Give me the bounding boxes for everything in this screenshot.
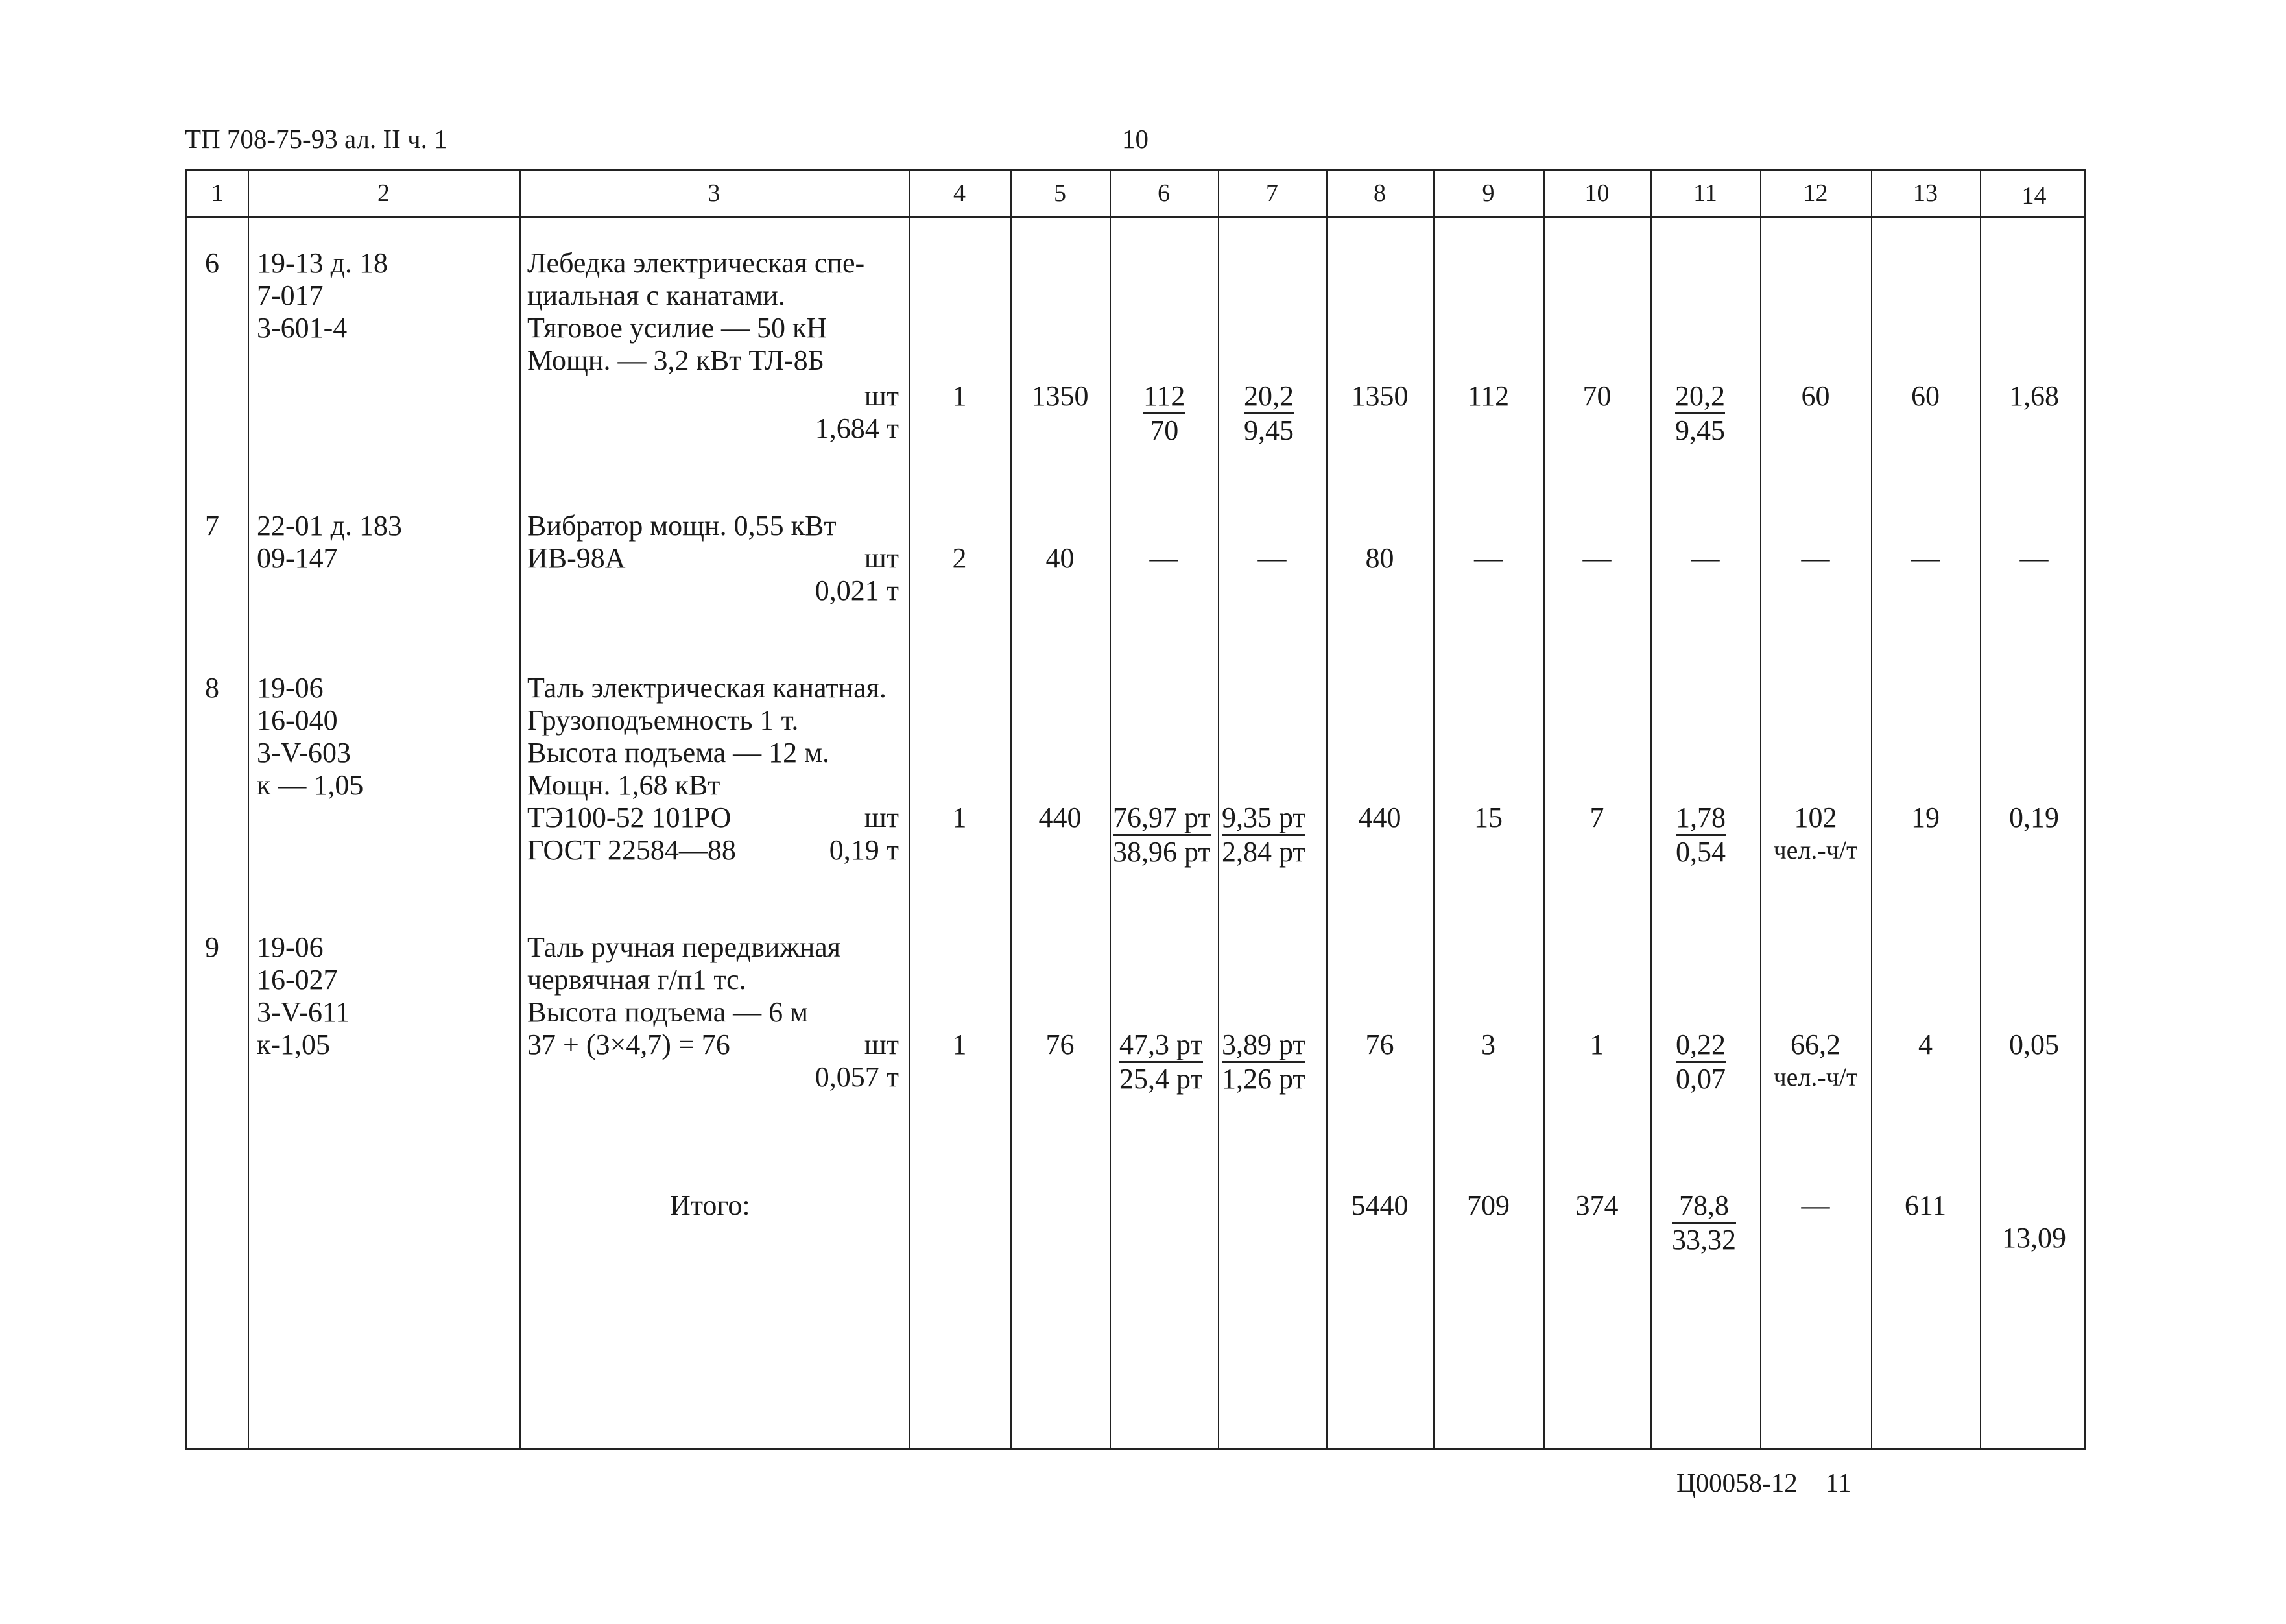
fraction-denominator: 1,26 рт: [1222, 1063, 1305, 1095]
total-col11: [1672, 1189, 1736, 1256]
norm-code: 16-040: [257, 704, 338, 736]
cell-col8: 1350: [1351, 380, 1409, 412]
column-number: 12: [1803, 180, 1828, 207]
cell-col7: [1244, 380, 1294, 447]
norm-code: 19-06: [257, 931, 324, 963]
column-number: 11: [1693, 180, 1717, 207]
cell-col9: 3: [1481, 1029, 1495, 1060]
cell-col12-unit: чел.-ч/т: [1773, 835, 1858, 865]
cell-col13: —: [1911, 542, 1940, 574]
fraction-denominator: 0,07: [1676, 1063, 1726, 1095]
cell-col12: 60: [1801, 380, 1830, 412]
item-description: ИВ-98А: [527, 542, 626, 574]
cell-col11: [1675, 380, 1725, 447]
unit: шт: [864, 380, 899, 412]
cell-col13: 4: [1918, 1029, 1933, 1060]
quantity: 1: [952, 380, 967, 412]
cell-col8: 76: [1365, 1029, 1394, 1060]
norm-code: 19-06: [257, 672, 324, 704]
cell-col6: —: [1149, 542, 1178, 574]
cell-col11: [1676, 1029, 1726, 1095]
item-description: червячная г/п1 тс.: [527, 964, 746, 996]
item-description: Мощн. — 3,2 кВт ТЛ-8Б: [527, 344, 824, 376]
cell-col12: 102: [1794, 802, 1837, 833]
fraction-numerator: 20,2: [1244, 380, 1294, 414]
column-number: 6: [1158, 180, 1170, 207]
column-number: 5: [1054, 180, 1066, 207]
norm-code: 3-601-4: [257, 312, 348, 344]
cell-col12-unit: чел.-ч/т: [1773, 1062, 1858, 1092]
unit-weight: 0,057 т: [815, 1061, 899, 1093]
cell-col9: 15: [1474, 802, 1503, 833]
totals-label: Итого:: [670, 1189, 750, 1221]
total-col9: 709: [1467, 1189, 1510, 1221]
fraction-numerator: 1,78: [1676, 802, 1726, 836]
fraction-numerator: 76,97 рт: [1113, 802, 1211, 836]
cell-col6: [1119, 1029, 1203, 1095]
cell-col8: 80: [1365, 542, 1394, 574]
fraction-denominator: 70: [1150, 414, 1179, 446]
cell-col10: 70: [1582, 380, 1612, 412]
footer-sheet: 11: [1826, 1468, 1851, 1498]
column-number: 8: [1374, 180, 1386, 207]
row-number: 6: [205, 247, 219, 279]
unit: шт: [864, 542, 899, 574]
cell-col14: 0,05: [2009, 1029, 2059, 1060]
item-description: ГОСТ 22584—88: [527, 834, 736, 866]
column-number: 14: [2021, 182, 2047, 209]
fraction-denominator: 0,54: [1676, 836, 1726, 868]
item-description: Лебедка электрическая спе-: [527, 247, 865, 279]
item-description: Мощн. 1,68 кВт: [527, 769, 720, 801]
cell-col13: 60: [1911, 380, 1940, 412]
fraction-denominator: 9,45: [1675, 414, 1725, 446]
cell-col6: [1143, 380, 1185, 447]
total-col13: 611: [1904, 1189, 1947, 1221]
norm-code: 09-147: [257, 542, 338, 574]
cell-col7: [1222, 802, 1305, 868]
cell-col11: —: [1691, 542, 1720, 574]
cell-col7: [1222, 1029, 1305, 1095]
item-description: Таль электрическая канатная.: [527, 672, 887, 704]
norm-code: 22-01 д. 183: [257, 510, 403, 542]
cell-col14: 0,19: [2009, 802, 2059, 833]
column-number: 2: [377, 180, 390, 207]
cell-col9: 112: [1467, 380, 1510, 412]
row-number: 9: [205, 931, 219, 963]
footer-code: Ц00058-12: [1676, 1468, 1798, 1498]
norm-code: 3-V-603: [257, 737, 351, 769]
cell-col10: —: [1582, 542, 1612, 574]
cell-col10: 7: [1589, 802, 1604, 833]
fraction-numerator: 20,2: [1675, 380, 1725, 414]
fraction-numerator: 9,35 рт: [1222, 802, 1305, 836]
cell-col11: [1676, 802, 1726, 868]
fraction-denominator: 33,32: [1672, 1224, 1736, 1256]
fraction-numerator: 0,22: [1676, 1029, 1726, 1063]
column-number: 4: [953, 180, 966, 207]
cell-col12: 66,2: [1791, 1029, 1840, 1060]
document-reference: ТП 708-75-93 ал. II ч. 1: [185, 124, 447, 154]
item-description: циальная с канатами.: [527, 280, 785, 311]
norm-code: 19-13 д. 18: [257, 247, 388, 279]
fraction-numerator: 78,8: [1672, 1189, 1736, 1224]
fraction-denominator: 2,84 рт: [1222, 836, 1305, 868]
norm-code: к-1,05: [257, 1029, 331, 1060]
cell-col14: —: [2019, 542, 2049, 574]
total-col8: 5440: [1351, 1189, 1409, 1221]
column-number: 3: [708, 180, 720, 207]
fraction-denominator: 25,4 рт: [1119, 1063, 1203, 1095]
fraction-numerator: 3,89 рт: [1222, 1029, 1305, 1063]
cell-col5: 1350: [1031, 380, 1089, 412]
cell-col8: 440: [1358, 802, 1401, 833]
item-description: Таль ручная передвижная: [527, 931, 841, 963]
cell-col5: 76: [1045, 1029, 1075, 1060]
row-number: 8: [205, 672, 219, 704]
cell-col5: 40: [1045, 542, 1075, 574]
fraction-denominator: 38,96 рт: [1113, 836, 1211, 868]
cell-col6: [1113, 802, 1211, 868]
norm-code: 7-017: [257, 280, 324, 311]
row-number: 7: [205, 510, 219, 542]
column-number: 1: [211, 180, 224, 207]
column-number: 7: [1266, 180, 1278, 207]
cell-col5: 440: [1038, 802, 1082, 833]
fraction-numerator: 112: [1143, 380, 1185, 414]
norm-code: 3-V-611: [257, 996, 350, 1028]
total-col10: 374: [1575, 1189, 1619, 1221]
norm-code: 16-027: [257, 964, 338, 996]
fraction-denominator: 9,45: [1244, 414, 1294, 446]
item-description: 37 + (3×4,7) = 76: [527, 1029, 730, 1060]
unit-weight: 0,19 т: [829, 834, 899, 866]
item-description: Тяговое усилие — 50 кН: [527, 312, 827, 344]
column-number: 10: [1584, 180, 1610, 207]
total-col14: 13,09: [2002, 1222, 2066, 1254]
cell-col7: —: [1257, 542, 1287, 574]
unit-weight: 1,684 т: [815, 412, 899, 444]
cell-col12: —: [1801, 542, 1830, 574]
cell-col10: 1: [1589, 1029, 1604, 1060]
quantity: 1: [952, 802, 967, 833]
cell-col14: 1,68: [2009, 380, 2059, 412]
total-col12: —: [1801, 1189, 1830, 1221]
unit: шт: [864, 1029, 899, 1060]
item-description: Высота подъема — 12 м.: [527, 737, 830, 769]
fraction-numerator: 47,3 рт: [1119, 1029, 1203, 1063]
specification-table: [185, 169, 2086, 1450]
norm-code: к — 1,05: [257, 769, 364, 801]
page-number: 10: [1122, 124, 1149, 154]
quantity: 1: [952, 1029, 967, 1060]
column-number: 9: [1482, 180, 1495, 207]
cell-col13: 19: [1911, 802, 1940, 833]
cell-col9: —: [1474, 542, 1503, 574]
item-description: Грузоподъемность 1 т.: [527, 704, 799, 736]
item-description: Вибратор мощн. 0,55 кВт: [527, 510, 837, 542]
unit-weight: 0,021 т: [815, 575, 899, 606]
item-description: ТЭ100-52 101РО: [527, 802, 732, 833]
quantity: 2: [952, 542, 967, 574]
unit: шт: [864, 802, 899, 833]
column-number: 13: [1913, 180, 1938, 207]
item-description: Высота подъема — 6 м: [527, 996, 809, 1028]
